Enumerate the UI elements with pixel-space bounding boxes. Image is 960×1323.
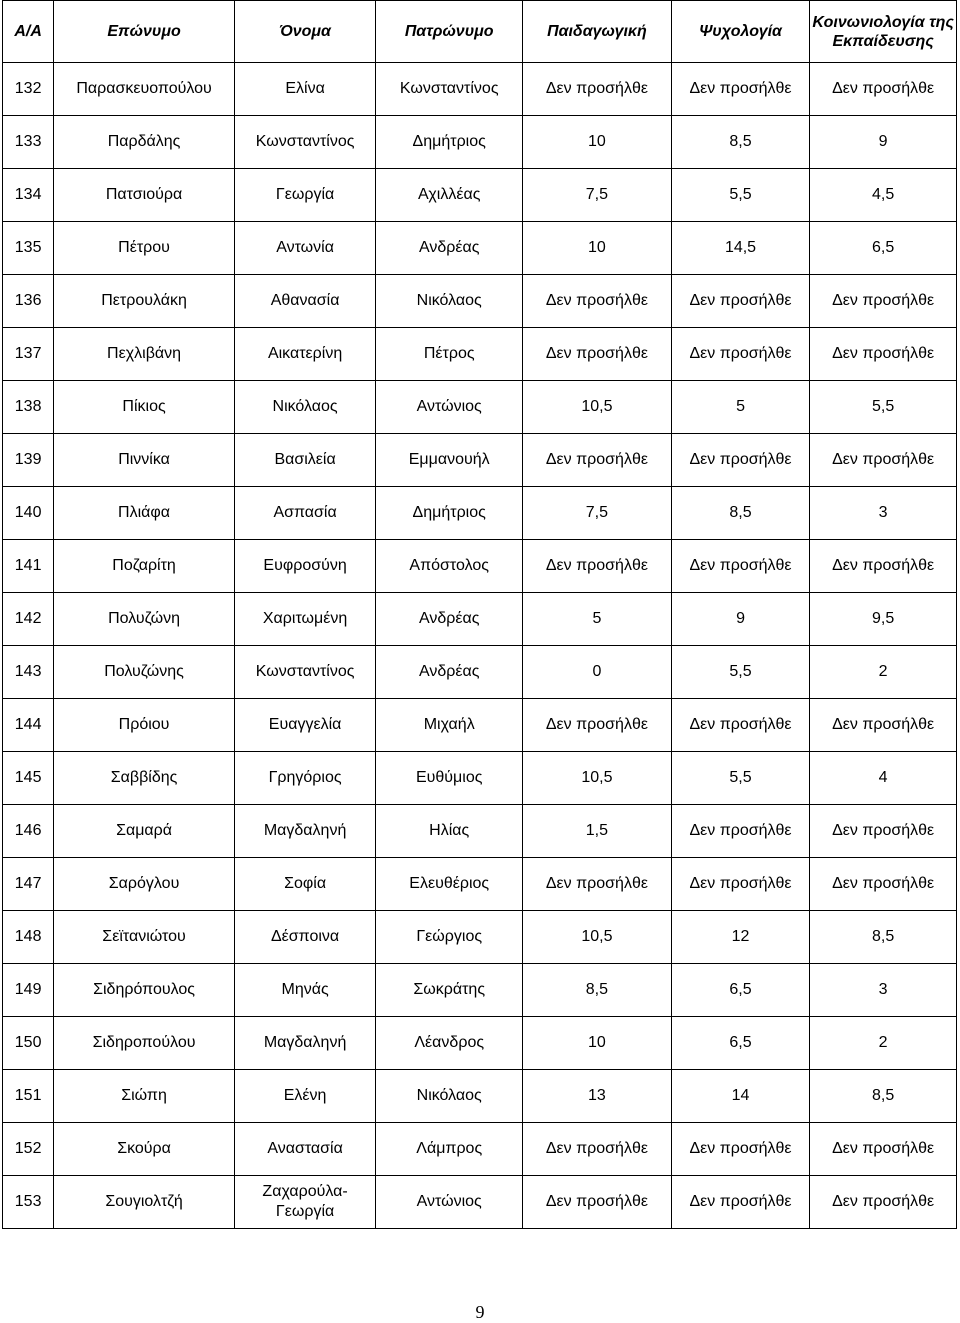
cell-pedagogy: 10 [523, 222, 672, 275]
cell-surname: Σεϊτανιώτου [54, 911, 235, 964]
cell-pedagogy: 10,5 [523, 911, 672, 964]
cell-psychology: 5,5 [671, 752, 809, 805]
cell-surname: Πολυζώνης [54, 646, 235, 699]
cell-father-name: Απόστολος [376, 540, 523, 593]
cell-name: Ασπασία [234, 487, 376, 540]
cell-pedagogy: Δεν προσήλθε [523, 275, 672, 328]
cell-name: Κωνσταντίνος [234, 646, 376, 699]
cell-sociology: Δεν προσήλθε [810, 805, 957, 858]
cell-sociology: 3 [810, 964, 957, 1017]
cell-sociology: 4 [810, 752, 957, 805]
cell-father-name: Ευθύμιος [376, 752, 523, 805]
cell-pedagogy: Δεν προσήλθε [523, 1123, 672, 1176]
cell-aa: 153 [3, 1176, 54, 1229]
cell-sociology: Δεν προσήλθε [810, 699, 957, 752]
table-row [3, 858, 957, 911]
cell-father-name: Ανδρέας [376, 222, 523, 275]
cell-father-name: Λάμπρος [376, 1123, 523, 1176]
cell-pedagogy: 1,5 [523, 805, 672, 858]
cell-psychology: 8,5 [671, 487, 809, 540]
cell-psychology: 5 [671, 381, 809, 434]
table-row [3, 1017, 957, 1070]
cell-aa: 143 [3, 646, 54, 699]
cell-psychology: Δεν προσήλθε [671, 1176, 809, 1229]
cell-pedagogy: 10,5 [523, 381, 672, 434]
cell-father-name: Κωνσταντίνος [376, 63, 523, 116]
cell-name: Βασιλεία [234, 434, 376, 487]
cell-aa: 150 [3, 1017, 54, 1070]
cell-surname: Πέτρου [54, 222, 235, 275]
cell-pedagogy: 7,5 [523, 169, 672, 222]
cell-aa: 134 [3, 169, 54, 222]
cell-aa: 144 [3, 699, 54, 752]
table-row [3, 593, 957, 646]
cell-aa: 141 [3, 540, 54, 593]
cell-father-name: Ηλίας [376, 805, 523, 858]
cell-psychology: 6,5 [671, 1017, 809, 1070]
cell-father-name: Νικόλαος [376, 275, 523, 328]
cell-name: Γρηγόριος [234, 752, 376, 805]
cell-sociology: 2 [810, 1017, 957, 1070]
header-row [3, 1, 957, 63]
table-row [3, 275, 957, 328]
cell-father-name: Λέανδρος [376, 1017, 523, 1070]
cell-name: Κωνσταντίνος [234, 116, 376, 169]
cell-name: Αναστασία [234, 1123, 376, 1176]
table-row [3, 434, 957, 487]
table-row [3, 328, 957, 381]
cell-pedagogy: Δεν προσήλθε [523, 699, 672, 752]
table-row [3, 222, 957, 275]
cell-surname: Πίκιος [54, 381, 235, 434]
cell-name: Δέσποινα [234, 911, 376, 964]
cell-sociology: Δεν προσήλθε [810, 1176, 957, 1229]
cell-surname: Σουγιολτζή [54, 1176, 235, 1229]
table-row [3, 699, 957, 752]
cell-aa: 136 [3, 275, 54, 328]
cell-surname: Πλιάφα [54, 487, 235, 540]
cell-psychology: 5,5 [671, 169, 809, 222]
cell-surname: Σιδηρόπουλος [54, 964, 235, 1017]
table-row [3, 964, 957, 1017]
cell-sociology: Δεν προσήλθε [810, 858, 957, 911]
cell-pedagogy: Δεν προσήλθε [523, 858, 672, 911]
cell-psychology: Δεν προσήλθε [671, 275, 809, 328]
cell-sociology: 8,5 [810, 1070, 957, 1123]
cell-father-name: Ελευθέριος [376, 858, 523, 911]
cell-name: Γεωργία [234, 169, 376, 222]
header-aa: Α/Α [3, 1, 54, 63]
cell-sociology: 6,5 [810, 222, 957, 275]
cell-sociology: 5,5 [810, 381, 957, 434]
cell-surname: Ποζαρίτη [54, 540, 235, 593]
cell-father-name: Σωκράτης [376, 964, 523, 1017]
cell-psychology: Δεν προσήλθε [671, 1123, 809, 1176]
cell-surname: Πρόιου [54, 699, 235, 752]
cell-pedagogy: 10 [523, 116, 672, 169]
cell-name: Χαριτωμένη [234, 593, 376, 646]
cell-surname: Σιώπη [54, 1070, 235, 1123]
cell-pedagogy: 7,5 [523, 487, 672, 540]
cell-surname: Σιδηροπούλου [54, 1017, 235, 1070]
cell-sociology: Δεν προσήλθε [810, 328, 957, 381]
table-row [3, 381, 957, 434]
cell-psychology: Δεν προσήλθε [671, 699, 809, 752]
cell-psychology: 14,5 [671, 222, 809, 275]
cell-aa: 147 [3, 858, 54, 911]
cell-name: Ευαγγελία [234, 699, 376, 752]
cell-sociology: 9,5 [810, 593, 957, 646]
cell-pedagogy: Δεν προσήλθε [523, 434, 672, 487]
cell-name: Ζαχαρούλα- Γεωργία [234, 1176, 376, 1229]
cell-father-name: Δημήτριος [376, 116, 523, 169]
table-row [3, 116, 957, 169]
cell-father-name: Μιχαήλ [376, 699, 523, 752]
cell-name: Μηνάς [234, 964, 376, 1017]
cell-psychology: Δεν προσήλθε [671, 63, 809, 116]
header-father-name: Πατρώνυμο [376, 1, 523, 63]
cell-name: Ελίνα [234, 63, 376, 116]
cell-name: Αικατερίνη [234, 328, 376, 381]
cell-pedagogy: 10 [523, 1017, 672, 1070]
cell-psychology: Δεν προσήλθε [671, 805, 809, 858]
cell-aa: 149 [3, 964, 54, 1017]
cell-sociology: 2 [810, 646, 957, 699]
table-row [3, 169, 957, 222]
table-row [3, 646, 957, 699]
cell-pedagogy: 5 [523, 593, 672, 646]
cell-name: Νικόλαος [234, 381, 376, 434]
table-row [3, 1176, 957, 1229]
cell-surname: Σκούρα [54, 1123, 235, 1176]
cell-father-name: Αντώνιος [376, 1176, 523, 1229]
header-sociology-of-education: Κοινωνιολογία της Εκπαίδευσης [810, 1, 957, 63]
cell-psychology: 8,5 [671, 116, 809, 169]
cell-name: Μαγδαληνή [234, 1017, 376, 1070]
cell-pedagogy: Δεν προσήλθε [523, 540, 672, 593]
table-row [3, 63, 957, 116]
cell-name: Αντωνία [234, 222, 376, 275]
cell-father-name: Νικόλαος [376, 1070, 523, 1123]
cell-sociology: Δεν προσήλθε [810, 1123, 957, 1176]
cell-pedagogy: 0 [523, 646, 672, 699]
cell-sociology: Δεν προσήλθε [810, 275, 957, 328]
header-pedagogy: Παιδαγωγική [523, 1, 672, 63]
cell-aa: 138 [3, 381, 54, 434]
cell-aa: 146 [3, 805, 54, 858]
cell-psychology: 6,5 [671, 964, 809, 1017]
header-name: Όνομα [234, 1, 376, 63]
cell-father-name: Ανδρέας [376, 646, 523, 699]
cell-aa: 145 [3, 752, 54, 805]
cell-pedagogy: 10,5 [523, 752, 672, 805]
cell-name: Ευφροσύνη [234, 540, 376, 593]
cell-psychology: 14 [671, 1070, 809, 1123]
cell-aa: 151 [3, 1070, 54, 1123]
cell-surname: Σαρόγλου [54, 858, 235, 911]
table-row [3, 805, 957, 858]
cell-surname: Πετρουλάκη [54, 275, 235, 328]
table-body [3, 63, 957, 1229]
cell-sociology: Δεν προσήλθε [810, 540, 957, 593]
cell-aa: 139 [3, 434, 54, 487]
cell-psychology: Δεν προσήλθε [671, 858, 809, 911]
cell-sociology: 9 [810, 116, 957, 169]
cell-aa: 142 [3, 593, 54, 646]
cell-father-name: Δημήτριος [376, 487, 523, 540]
cell-surname: Σαββίδης [54, 752, 235, 805]
cell-aa: 133 [3, 116, 54, 169]
cell-aa: 140 [3, 487, 54, 540]
cell-surname: Παρδάλης [54, 116, 235, 169]
table-row [3, 1070, 957, 1123]
cell-name: Σοφία [234, 858, 376, 911]
cell-name: Μαγδαληνή [234, 805, 376, 858]
cell-surname: Πατσιούρα [54, 169, 235, 222]
cell-psychology: 9 [671, 593, 809, 646]
table-row [3, 540, 957, 593]
cell-aa: 148 [3, 911, 54, 964]
cell-surname: Πιννίκα [54, 434, 235, 487]
cell-sociology: Δεν προσήλθε [810, 63, 957, 116]
table-row [3, 1123, 957, 1176]
cell-father-name: Πέτρος [376, 328, 523, 381]
table-row [3, 752, 957, 805]
cell-name: Ελένη [234, 1070, 376, 1123]
header-psychology: Ψυχολογία [671, 1, 809, 63]
cell-psychology: Δεν προσήλθε [671, 434, 809, 487]
cell-psychology: Δεν προσήλθε [671, 328, 809, 381]
cell-sociology: 3 [810, 487, 957, 540]
cell-father-name: Αντώνιος [376, 381, 523, 434]
cell-sociology: 8,5 [810, 911, 957, 964]
cell-aa: 137 [3, 328, 54, 381]
cell-pedagogy: Δεν προσήλθε [523, 328, 672, 381]
cell-aa: 152 [3, 1123, 54, 1176]
cell-psychology: 5,5 [671, 646, 809, 699]
header-surname: Επώνυμο [54, 1, 235, 63]
cell-surname: Πεχλιβάνη [54, 328, 235, 381]
cell-father-name: Εμμανουήλ [376, 434, 523, 487]
cell-father-name: Γεώργιος [376, 911, 523, 964]
cell-surname: Σαμαρά [54, 805, 235, 858]
cell-father-name: Ανδρέας [376, 593, 523, 646]
results-table [2, 0, 957, 1229]
cell-father-name: Αχιλλέας [376, 169, 523, 222]
cell-surname: Παρασκευοπούλου [54, 63, 235, 116]
cell-aa: 132 [3, 63, 54, 116]
cell-name: Αθανασία [234, 275, 376, 328]
cell-surname: Πολυζώνη [54, 593, 235, 646]
cell-psychology: Δεν προσήλθε [671, 540, 809, 593]
table-row [3, 911, 957, 964]
cell-sociology: 4,5 [810, 169, 957, 222]
cell-sociology: Δεν προσήλθε [810, 434, 957, 487]
table-header [3, 1, 957, 63]
cell-pedagogy: 8,5 [523, 964, 672, 1017]
cell-pedagogy: 13 [523, 1070, 672, 1123]
cell-aa: 135 [3, 222, 54, 275]
cell-pedagogy: Δεν προσήλθε [523, 63, 672, 116]
cell-pedagogy: Δεν προσήλθε [523, 1176, 672, 1229]
cell-psychology: 12 [671, 911, 809, 964]
table-row [3, 487, 957, 540]
page-number: 9 [475, 1302, 485, 1322]
